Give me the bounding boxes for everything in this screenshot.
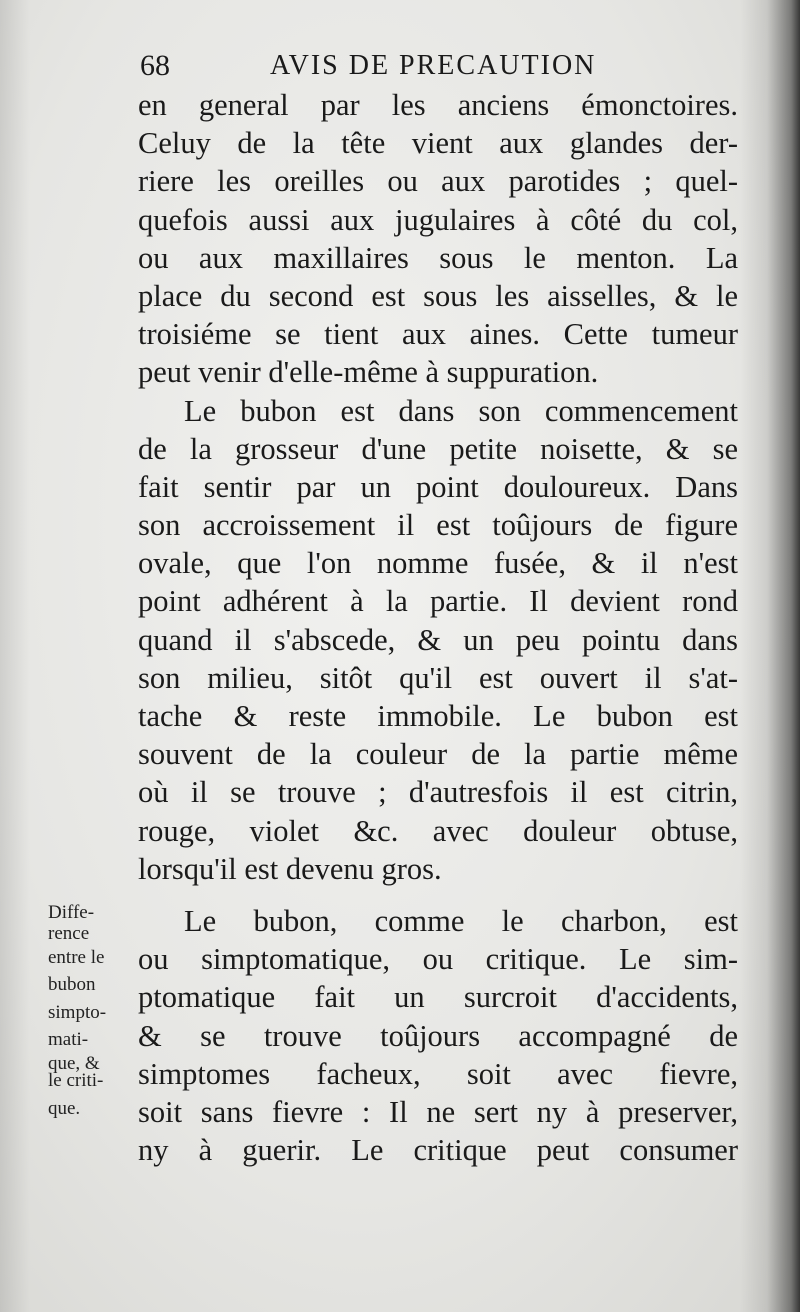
text-line: ny à guerir. Le critique peut consumer bbox=[138, 1133, 738, 1168]
marginal-note-line: Diffe- bbox=[48, 902, 95, 923]
text-line: quand il s'abscede, & un peu pointu dans bbox=[138, 622, 738, 657]
marginal-note-line: entre le bbox=[48, 947, 105, 968]
text-line: simptomes facheux, soit avec fievre, bbox=[138, 1056, 738, 1091]
text-line: en general par les anciens émonctoires. bbox=[138, 88, 738, 122]
paragraph-3 bbox=[138, 902, 738, 1169]
marginal-note-line: bubon bbox=[48, 973, 96, 995]
text-line: troisiéme se tient aux aines. Cette tumeur bbox=[138, 317, 738, 352]
gutter-shadow bbox=[740, 0, 800, 1312]
text-line: Celuy de la tête vient aux glandes der- bbox=[138, 126, 738, 161]
text-line: son milieu, sitôt qu'il est ouvert il s'at- bbox=[138, 660, 738, 695]
page-edge-shadow bbox=[0, 0, 30, 1312]
text-line: rouge, violet &c. avec douleur obtuse, bbox=[138, 813, 738, 848]
text-line: lorsqu'il est devenu gros. bbox=[138, 851, 442, 886]
text-line: son accroissement il est toûjours de figure bbox=[138, 508, 738, 543]
page-number: 68 bbox=[140, 49, 170, 82]
text-line: & se trouve toûjours accompagné de bbox=[138, 1018, 738, 1053]
text-line: Le bubon, comme le charbon, est bbox=[184, 903, 738, 938]
paragraph-2 bbox=[138, 392, 738, 888]
text-line: quefois aussi aux jugulaires à côté du col, bbox=[138, 202, 738, 237]
text-line: ou aux maxillaires sous le menton. La bbox=[138, 240, 738, 275]
text-line: place du second est sous les aisselles, & le bbox=[138, 278, 738, 313]
marginal-note-line: mati- bbox=[48, 1028, 89, 1050]
paragraph-1 bbox=[138, 86, 738, 392]
marginal-note-line: que, & bbox=[48, 1053, 100, 1074]
text-line: ou simptomatique, ou critique. Le sim- bbox=[138, 942, 738, 977]
marginal-note-line: simpto- bbox=[48, 1002, 107, 1023]
text-line: tache & reste immobile. Le bubon est bbox=[138, 699, 738, 733]
text-line: peut venir d'elle-même à suppuration. bbox=[138, 355, 599, 390]
marginal-note-line: que. bbox=[48, 1098, 81, 1119]
text-line: point adhérent à la partie. Il devient rond bbox=[138, 584, 738, 619]
text-line: riere les oreilles ou aux parotides ; quel- bbox=[138, 164, 738, 199]
page-header bbox=[140, 46, 640, 86]
marginal-note-line: le criti- bbox=[48, 1069, 104, 1091]
marginal-note bbox=[48, 898, 144, 1125]
marginal-note-line: rence bbox=[48, 922, 90, 944]
running-title: AVIS DE PRECAUTION bbox=[270, 50, 597, 81]
text-line: ovale, que l'on nomme fusée, & il n'est bbox=[138, 546, 738, 581]
text-line: souvent de la couleur de la partie même bbox=[138, 737, 738, 772]
text-line: de la grosseur d'une petite noisette, & se bbox=[138, 431, 738, 466]
text-line: ptomatique fait un surcroit d'accidents, bbox=[138, 980, 738, 1015]
text-line: où il se trouve ; d'autresfois il est citrin, bbox=[138, 775, 738, 810]
text-line: soit sans fievre : Il ne sert ny à preserver, bbox=[138, 1094, 738, 1129]
body-text bbox=[138, 86, 738, 1169]
text-line: Le bubon est dans son commencement bbox=[184, 393, 738, 428]
text-line: fait sentir par un point douloureux. Dans bbox=[138, 469, 738, 504]
